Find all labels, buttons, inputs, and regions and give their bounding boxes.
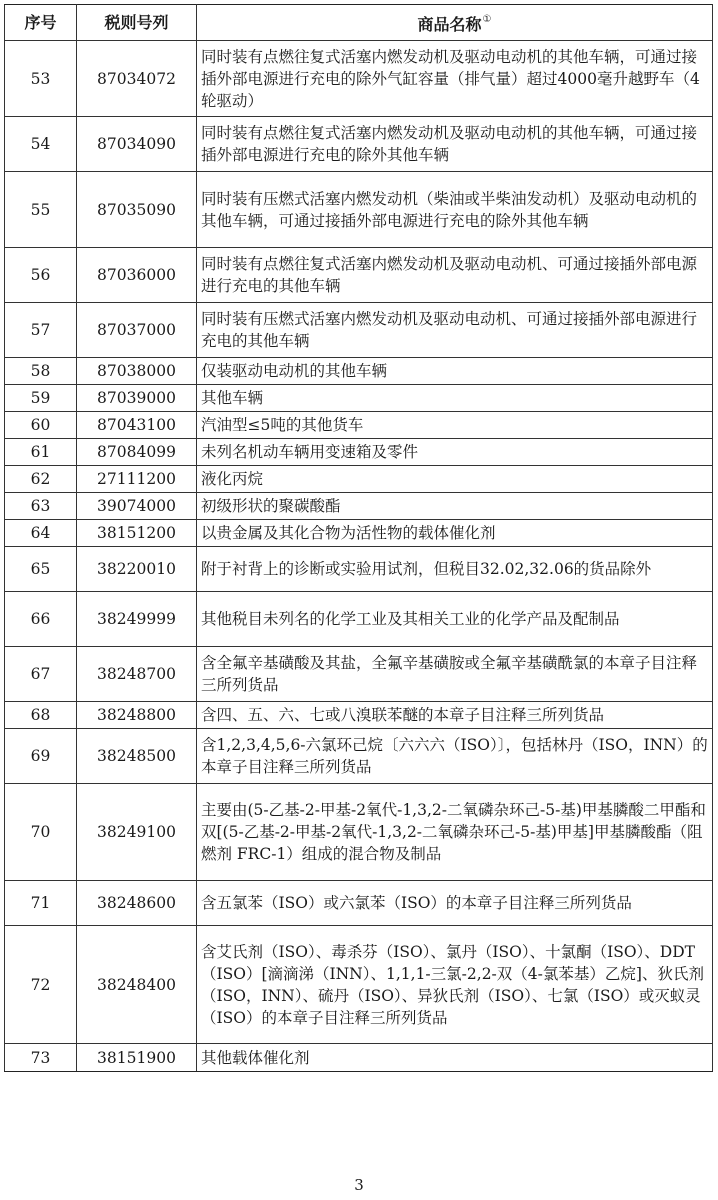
row-tariff-code: 39074000 [77, 493, 197, 520]
row-tariff-code: 87035090 [77, 172, 197, 248]
table-row [5, 784, 713, 881]
row-goods-name: 其他车辆 [197, 385, 713, 412]
table-row [5, 926, 713, 1044]
table-row [5, 1044, 713, 1072]
row-goods-name: 其他载体催化剂 [197, 1044, 713, 1072]
row-seq: 72 [5, 926, 77, 1044]
row-seq: 73 [5, 1044, 77, 1072]
row-seq: 61 [5, 439, 77, 466]
table-row [5, 412, 713, 439]
row-goods-name: 含艾氏剂（ISO）、毒杀芬（ISO）、氯丹（ISO）、十氯酮（ISO）、DDT（ISO）[滴滴涕（INN）、1,1,1-三氯-2,2-双（4-氯苯基）乙烷]、狄氏剂（ISO，INN）、硫丹（ISO）、异狄氏剂（ISO）、七氯（ISO）或灭蚁灵（ISO）的本章子目注释三所列货品 [197, 926, 713, 1044]
row-goods-name: 同时装有压燃式活塞内燃发动机及驱动电动机、可通过接插外部电源进行充电的其他车辆 [197, 303, 713, 358]
table-row [5, 41, 713, 117]
row-tariff-code: 87043100 [77, 412, 197, 439]
row-goods-name: 含1,2,3,4,5,6-六氯环己烷〔六六六（ISO）〕，包括林丹（ISO，INN）的本章子目注释三所列货品 [197, 729, 713, 784]
table-row [5, 493, 713, 520]
table-row [5, 592, 713, 647]
row-seq: 57 [5, 303, 77, 358]
header-seq: 序号 [5, 5, 77, 41]
table-row [5, 647, 713, 702]
row-goods-name: 液化丙烷 [197, 466, 713, 493]
row-seq: 66 [5, 592, 77, 647]
row-tariff-code: 38248500 [77, 729, 197, 784]
row-tariff-code: 38249100 [77, 784, 197, 881]
row-goods-name: 同时装有点燃往复式活塞内燃发动机及驱动电动机的其他车辆，可通过接插外部电源进行充电的除外其他车辆 [197, 117, 713, 172]
row-tariff-code: 38248600 [77, 881, 197, 926]
row-seq: 68 [5, 702, 77, 729]
table-row [5, 172, 713, 248]
row-goods-name: 附于衬背上的诊断或实验用试剂，但税目32.02,32.06的货品除外 [197, 547, 713, 592]
row-tariff-code: 38151900 [77, 1044, 197, 1072]
row-seq: 71 [5, 881, 77, 926]
table-row [5, 729, 713, 784]
row-goods-name: 主要由(5-乙基-2-甲基-2氧代-1,3,2-二氧磷杂环己-5-基)甲基膦酸二甲酯和双[(5-乙基-2-甲基-2氧代-1,3,2-二氧磷杂环己-5-基)甲基]甲基膦酸酯（阻燃剂 FRC-1）组成的混合物及制品 [197, 784, 713, 881]
row-goods-name: 含四、五、六、七或八溴联苯醚的本章子目注释三所列货品 [197, 702, 713, 729]
table-header-row [5, 5, 713, 41]
row-seq: 60 [5, 412, 77, 439]
row-seq: 67 [5, 647, 77, 702]
row-seq: 64 [5, 520, 77, 547]
row-goods-name: 汽油型≤5吨的其他货车 [197, 412, 713, 439]
row-tariff-code: 38151200 [77, 520, 197, 547]
table-row [5, 466, 713, 493]
page-number: 3 [354, 1176, 364, 1194]
row-goods-name: 含全氟辛基磺酸及其盐，全氟辛基磺胺或全氟辛基磺酰氯的本章子目注释三所列货品 [197, 647, 713, 702]
table-row [5, 303, 713, 358]
table-row [5, 248, 713, 303]
table-row [5, 385, 713, 412]
row-tariff-code: 87038000 [77, 358, 197, 385]
row-tariff-code: 38249999 [77, 592, 197, 647]
row-seq: 59 [5, 385, 77, 412]
row-goods-name: 其他税目未列名的化学工业及其相关工业的化学产品及配制品 [197, 592, 713, 647]
row-tariff-code: 38248400 [77, 926, 197, 1044]
row-seq: 63 [5, 493, 77, 520]
row-seq: 54 [5, 117, 77, 172]
table-row [5, 881, 713, 926]
row-tariff-code: 38248800 [77, 702, 197, 729]
tariff-table [4, 4, 713, 1072]
row-tariff-code: 38248700 [77, 647, 197, 702]
table-row [5, 117, 713, 172]
table-row [5, 358, 713, 385]
row-goods-name: 同时装有压燃式活塞内燃发动机（柴油或半柴油发动机）及驱动电动机的其他车辆，可通过接插外部电源进行充电的除外其他车辆 [197, 172, 713, 248]
row-goods-name: 初级形状的聚碳酸酯 [197, 493, 713, 520]
row-tariff-code: 38220010 [77, 547, 197, 592]
table-row [5, 439, 713, 466]
row-seq: 58 [5, 358, 77, 385]
row-seq: 53 [5, 41, 77, 117]
header-tariff-code: 税则号列 [77, 5, 197, 41]
row-tariff-code: 87039000 [77, 385, 197, 412]
row-tariff-code: 87034072 [77, 41, 197, 117]
row-tariff-code: 87034090 [77, 117, 197, 172]
row-seq: 55 [5, 172, 77, 248]
row-goods-name: 仅装驱动电动机的其他车辆 [197, 358, 713, 385]
header-goods-name-label: 商品名称 [417, 15, 482, 34]
row-seq: 70 [5, 784, 77, 881]
row-tariff-code: 87036000 [77, 248, 197, 303]
row-goods-name: 含五氯苯（ISO）或六氯苯（ISO）的本章子目注释三所列货品 [197, 881, 713, 926]
row-tariff-code: 87084099 [77, 439, 197, 466]
row-seq: 65 [5, 547, 77, 592]
row-seq: 62 [5, 466, 77, 493]
row-tariff-code: 87037000 [77, 303, 197, 358]
row-goods-name: 以贵金属及其化合物为活性物的载体催化剂 [197, 520, 713, 547]
row-seq: 69 [5, 729, 77, 784]
footnote-marker: ① [482, 14, 492, 25]
row-goods-name: 未列名机动车辆用变速箱及零件 [197, 439, 713, 466]
row-goods-name: 同时装有点燃往复式活塞内燃发动机及驱动电动机的其他车辆，可通过接插外部电源进行充电的除外气缸容量（排气量）超过4000毫升越野车（4轮驱动） [197, 41, 713, 117]
row-goods-name: 同时装有点燃往复式活塞内燃发动机及驱动电动机、可通过接插外部电源进行充电的其他车辆 [197, 248, 713, 303]
table-row [5, 702, 713, 729]
header-goods-name [197, 5, 713, 41]
table-row [5, 547, 713, 592]
row-tariff-code: 27111200 [77, 466, 197, 493]
table-row [5, 520, 713, 547]
row-seq: 56 [5, 248, 77, 303]
